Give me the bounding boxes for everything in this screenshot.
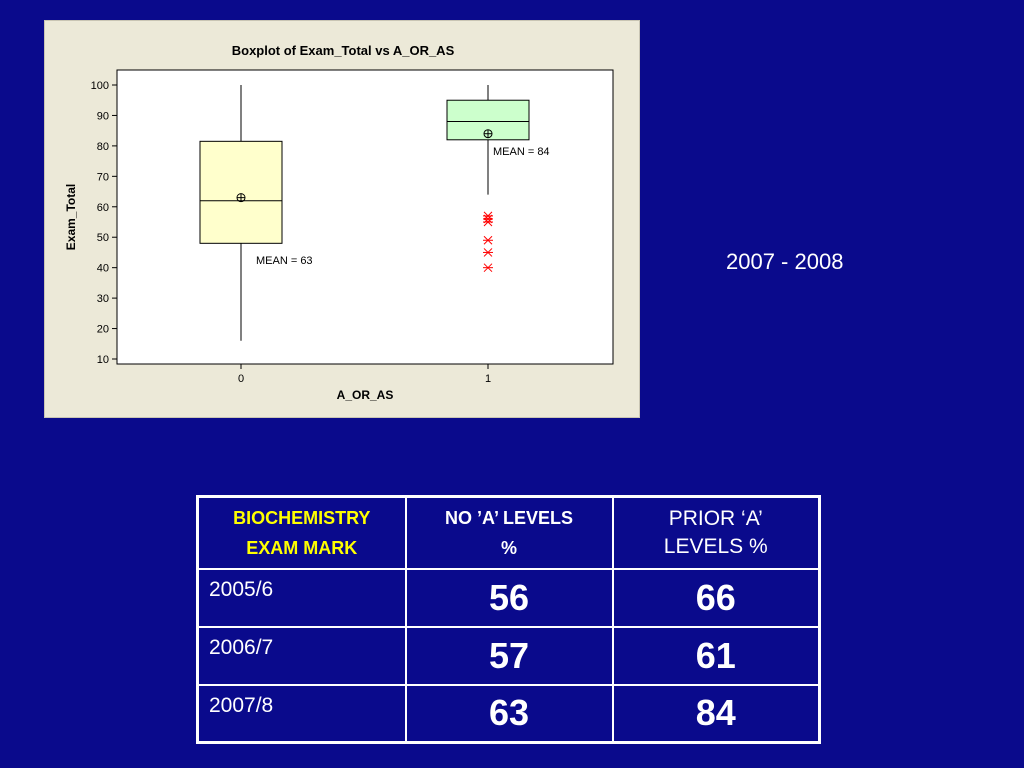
boxplot-chart: [45, 21, 641, 419]
box-iqr: [200, 141, 282, 243]
header-biochemistry-line2: EXAM MARK: [246, 537, 358, 558]
y-tick-label: 20: [96, 323, 109, 336]
y-tick-label: 60: [96, 201, 109, 214]
row-no-a-value: 56: [406, 569, 613, 627]
plot-area: [117, 70, 613, 364]
y-axis-label: Exam_Total: [64, 183, 78, 251]
header-prior-a-levels: [613, 497, 820, 569]
x-axis-label: A_OR_AS: [336, 388, 394, 402]
header-biochemistry: [198, 497, 406, 569]
table-row: [198, 627, 820, 685]
row-year: 2006/7: [198, 627, 406, 685]
x-tick-label: 0: [237, 373, 245, 385]
row-prior-a-value: 84: [613, 685, 820, 743]
y-tick-label: 50: [96, 232, 109, 245]
boxplot-panel: [44, 20, 640, 418]
table-header-row: [198, 497, 820, 569]
y-tick-label: 70: [96, 171, 109, 184]
exam-mark-table: [196, 495, 821, 744]
row-no-a-value: 63: [406, 685, 613, 743]
row-prior-a-value: 66: [613, 569, 820, 627]
table-row: [198, 569, 820, 627]
y-tick-label: 30: [96, 293, 109, 306]
header-no-a-levels-line1: NO ’A’ LEVELS: [444, 507, 574, 528]
header-biochemistry-line1: BIOCHEMISTRY: [233, 507, 371, 528]
mean-annotation-1: MEAN = 84: [493, 146, 550, 158]
y-tick-label: 40: [96, 262, 109, 275]
y-tick-label: 90: [96, 110, 109, 123]
y-tick-label: 80: [96, 140, 109, 153]
exam-table: [196, 495, 821, 744]
chart-title: Boxplot of Exam_Total vs A_OR_AS: [231, 43, 455, 58]
row-year: 2005/6: [198, 569, 406, 627]
header-no-a-levels: [406, 497, 613, 569]
y-tick-label: 10: [96, 354, 109, 366]
table-row: [198, 685, 820, 743]
row-year: 2007/8: [198, 685, 406, 743]
x-tick-label: 1: [484, 373, 492, 385]
row-prior-a-value: 61: [613, 627, 820, 685]
mean-annotation-0: MEAN = 63: [256, 255, 313, 267]
header-prior-a-levels-line2: LEVELS %: [663, 534, 768, 558]
header-prior-a-levels-line1: PRIOR ‘A’: [668, 506, 763, 530]
y-tick-label: 100: [90, 80, 109, 92]
year-range-label: 2007 - 2008: [726, 249, 844, 274]
header-no-a-levels-line2: %: [500, 537, 517, 558]
row-no-a-value: 57: [406, 627, 613, 685]
